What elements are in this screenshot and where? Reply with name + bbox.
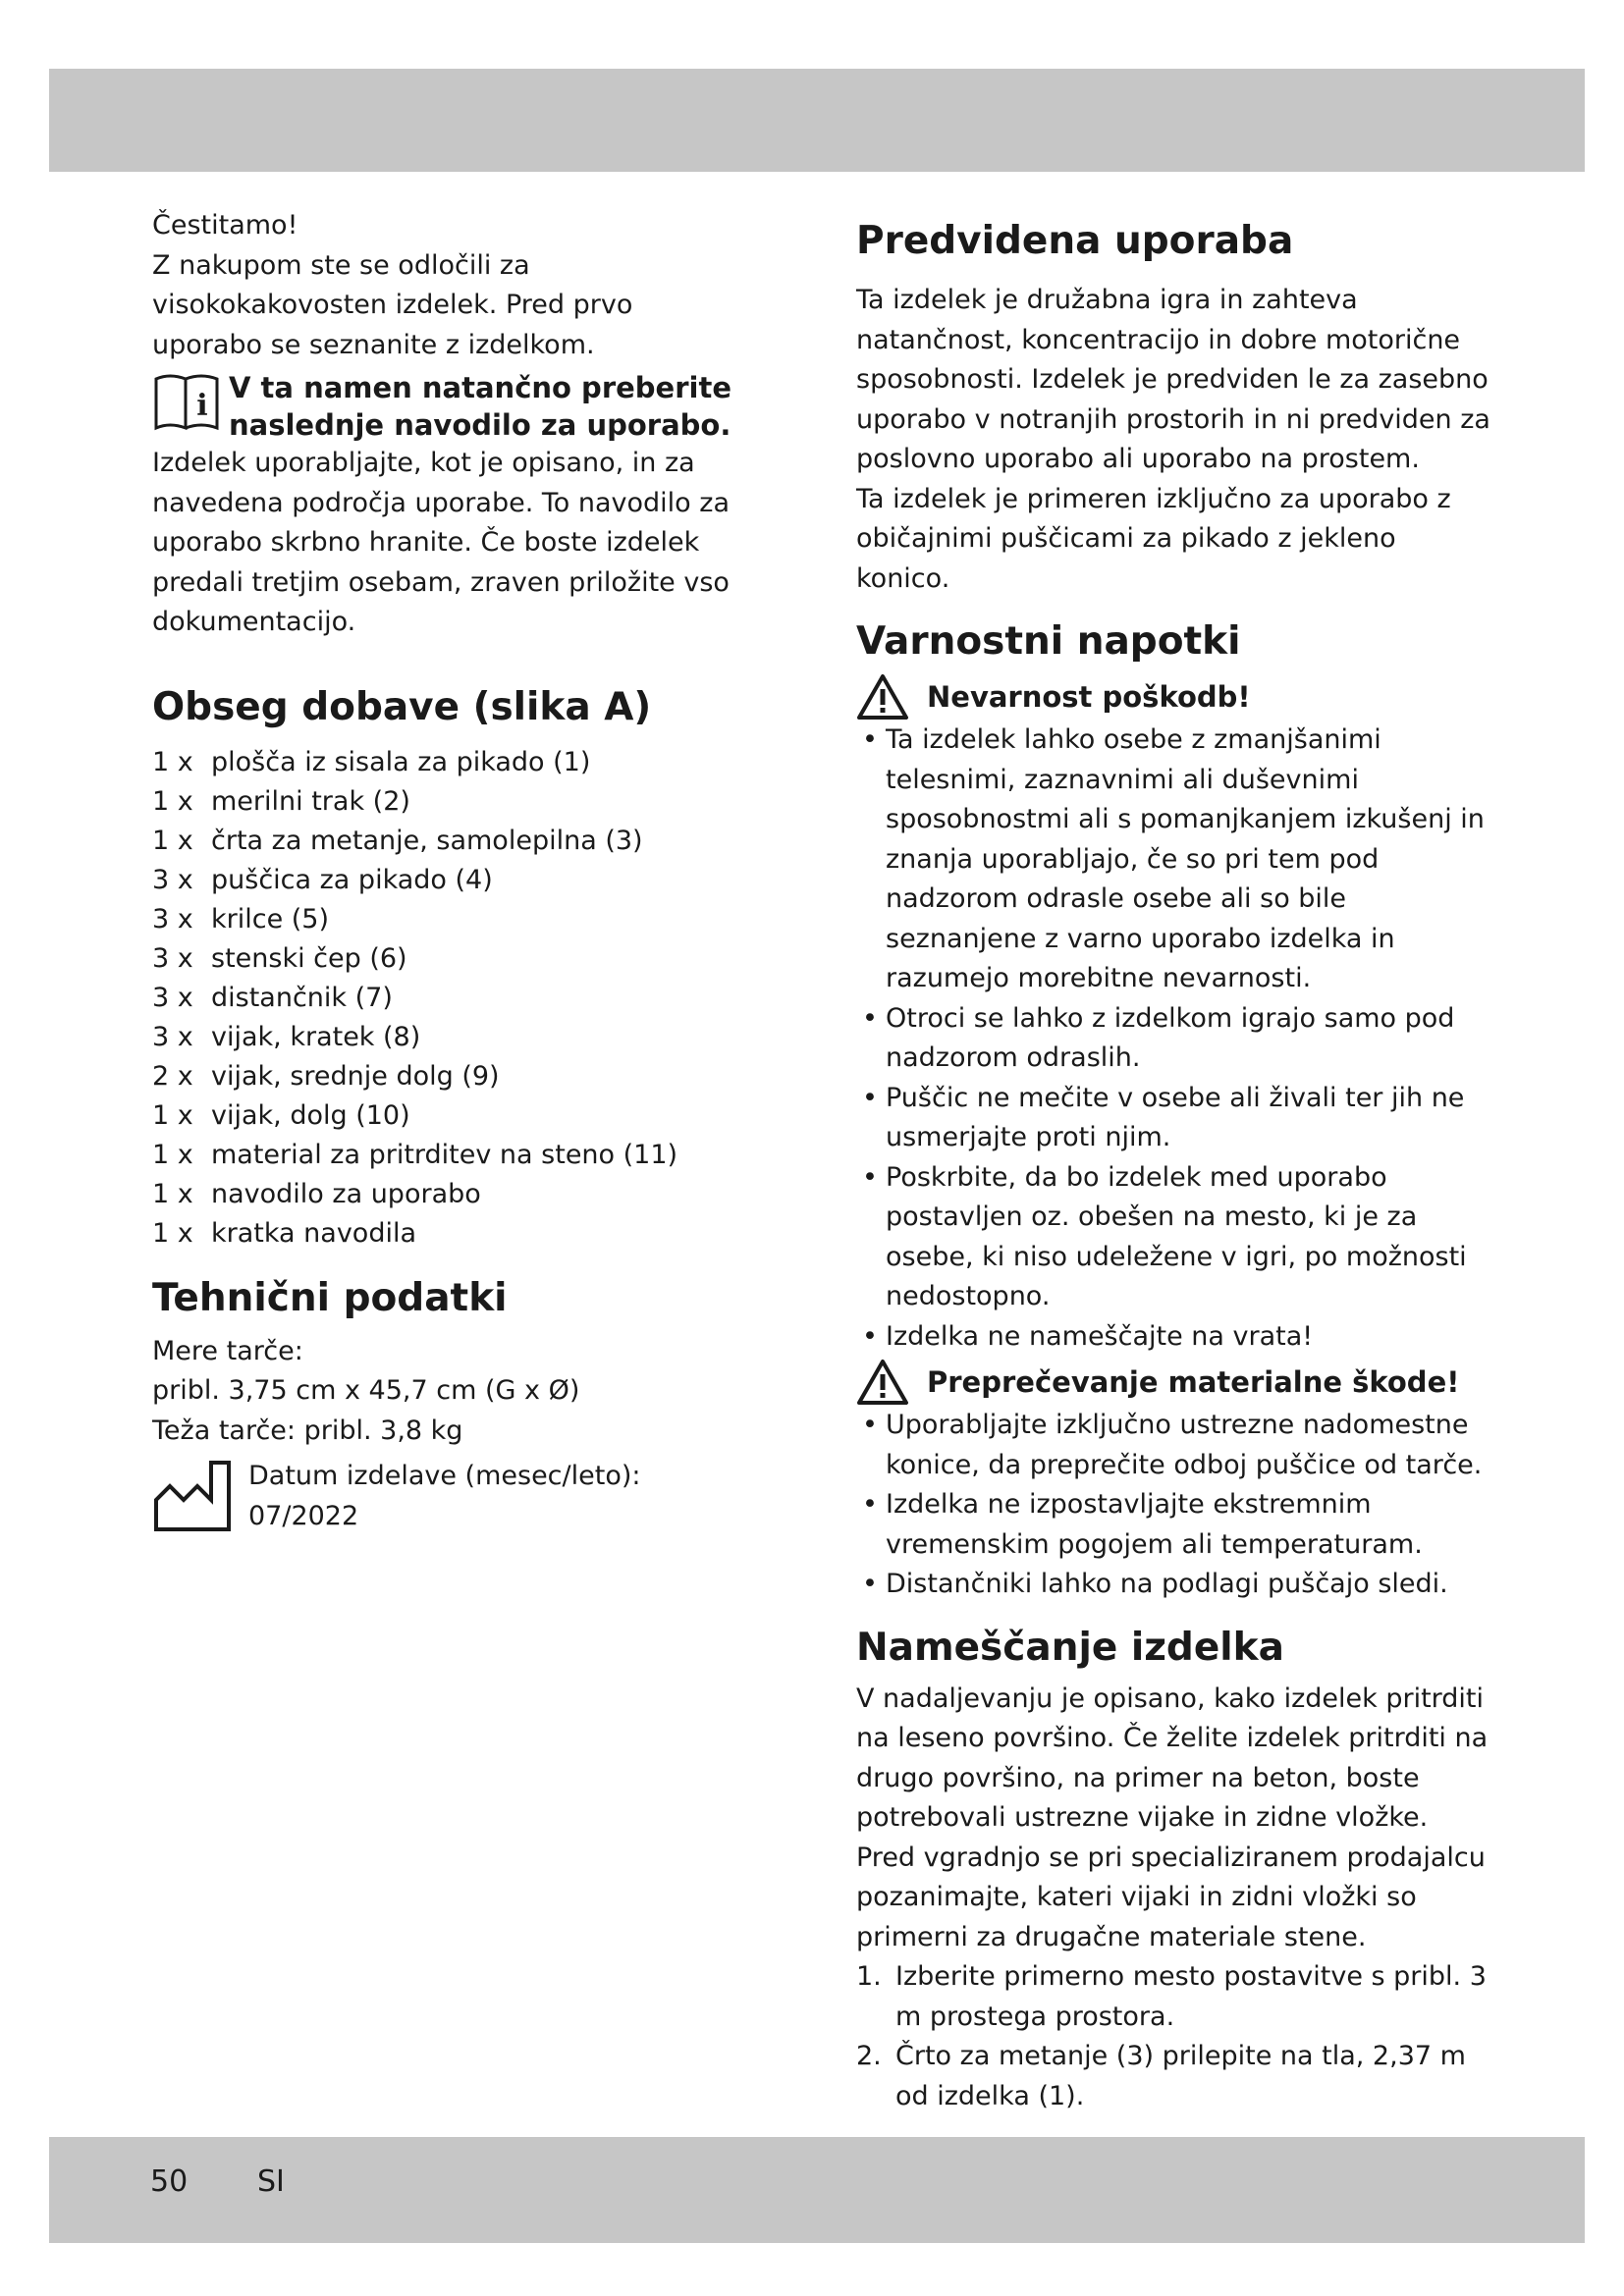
list-item: 1. Izberite primerno mesto postavitve s pribl. 3 m prostega prostora. (856, 1961, 1487, 2032)
manufacture-date (152, 1457, 741, 1536)
list-item: 1 x merilni trak (2) (152, 785, 410, 817)
injury-warning-list (856, 721, 1494, 1357)
language-code: SI (257, 2164, 285, 2199)
tech-weight: Teža tarče: pribl. 3,8 kg (152, 1415, 463, 1446)
note-bold-text: V ta namen natančno preberite naslednje navodilo za uporabo. (229, 371, 731, 442)
scope-list (152, 743, 741, 1254)
list-item: 3 x puščica za pikado (4) (152, 864, 493, 895)
intro-text: Z nakupom ste se odločili za visokokakovosten izdelek. Pred prvo uporabo se seznanite z izdelkom. (152, 249, 633, 360)
list-item: • Ta izdelek lahko osebe z zmanjšanimi telesnimi, zaznavnimi ali duševnimi sposobnostmi ali s pomanjkanjem izkušenj in znanja uporabljajo, če so pri tem pod nadzorom odrasle osebe ali so bile seznanjene z varno uporabo izdelka in razumejo morebitne nevarnosti. (856, 721, 1494, 999)
list-item: 1 x plošča iz sisala za pikado (1) (152, 746, 591, 777)
list-item: 3 x stenski čep (6) (152, 942, 407, 974)
read-instructions-note (152, 369, 741, 444)
usage-text: Izdelek uporabljajte, kot je opisano, in za navedena področja uporabe. To navodilo za uporabo skrbno hranite. Če boste izdelek predali tretjim osebam, zraven priložite vso dokumentacijo. (152, 448, 730, 637)
svg-text:i: i (196, 389, 208, 423)
injury-warning-label: Nevarnost poškodb! (927, 680, 1251, 714)
list-item: • Izdelka ne izpostavljajte ekstremnim vremenskim pogojem ali temperaturam. (856, 1485, 1494, 1565)
mounting-text: V nadaljevanju je opisano, kako izdelek pritrditi na leseno površino. Če želite izdelek pritrditi na drugo površino, na primer na beton, boste potrebovali ustrezne vijake in zidne vložke. Pred vgradnjo se pri specializiranem prodajalcu pozanimajte, kateri vijaki in zidni vložki so primerni za drugačne materiale stene. (856, 1682, 1489, 1952)
intended-use-text-1: Ta izdelek je družabna igra in zahteva natančnost, koncentracijo in dobre motorične sposobnosti. Izdelek je predviden le za zasebno uporabo v notranjih prostorih in ni predviden za poslovno uporabo ali uporabo na prostem. (856, 285, 1490, 474)
list-item: • Distančniki lahko na podlagi puščajo sledi. (856, 1565, 1494, 1605)
injury-warning (856, 673, 1494, 721)
manual-info-icon (152, 371, 221, 432)
header-band (49, 69, 1585, 172)
warning-triangle-icon (856, 673, 909, 721)
list-item: 1 x vijak, dolg (10) (152, 1099, 410, 1131)
list-item: 1 x kratka navodila (152, 1217, 416, 1249)
damage-warning (856, 1359, 1494, 1406)
safety-heading: Varnostni napotki (856, 619, 1241, 664)
list-item: 1 x navodilo za uporabo (152, 1178, 481, 1209)
warning-triangle-icon (856, 1359, 909, 1406)
intended-use-heading: Predvidena uporaba (856, 219, 1294, 263)
tech-dimensions-value: pribl. 3,75 cm x 45,7 cm (G x Ø) (152, 1375, 580, 1406)
manufacture-date-icon (152, 1459, 233, 1533)
page-number: 50 (150, 2164, 189, 2199)
intended-use-text-2: Ta izdelek je primeren izključno za uporabo z običajnimi puščicami za pikado z jekleno konico. (856, 483, 1451, 594)
mounting-heading: Nameščanje izdelka (856, 1625, 1284, 1670)
damage-warning-list (856, 1406, 1494, 1605)
list-item: 3 x krilce (5) (152, 903, 330, 934)
right-column (856, 206, 1494, 2116)
list-item: 1 x črta za metanje, samolepilna (3) (152, 825, 643, 856)
list-item: 2 x vijak, srednje dolg (9) (152, 1060, 500, 1092)
damage-warning-label: Preprečevanje materialne škode! (927, 1365, 1460, 1399)
date-value: 07/2022 (248, 1500, 359, 1531)
list-item: 1 x material za pritrditev na steno (11) (152, 1139, 678, 1170)
tech-dimensions-label: Mere tarče: (152, 1335, 303, 1366)
list-item: • Poskrbite, da bo izdelek med uporabo postavljen oz. obešen na mesto, ki je za osebe, ki niso udeležene v igri, po možnosti nedostopno. (856, 1158, 1494, 1317)
list-item: • Uporabljajte izključno ustrezne nadomestne konice, da preprečite odboj puščice od tarče. (856, 1406, 1494, 1485)
list-item: • Puščic ne mečite v osebe ali živali ter jih ne usmerjajte proti njim. (856, 1079, 1494, 1158)
list-item: • Izdelka ne nameščajte na vrata! (856, 1317, 1494, 1358)
greeting: Čestitamo! (152, 210, 298, 240)
list-item: 3 x distančnik (7) (152, 982, 393, 1013)
list-item: • Otroci se lahko z izdelkom igrajo samo pod nadzorom odraslih. (856, 999, 1494, 1079)
left-column (152, 206, 741, 1536)
date-label: Datum izdelave (mesec/leto): (248, 1461, 641, 1491)
tech-heading: Tehnični podatki (152, 1275, 508, 1320)
scope-heading: Obseg dobave (slika A) (152, 684, 652, 729)
list-item: 3 x vijak, kratek (8) (152, 1021, 421, 1052)
mounting-steps (856, 1957, 1494, 2116)
list-item: 2. Črto za metanje (3) prilepite na tla, 2,37 m od izdelka (1). (856, 2041, 1466, 2111)
